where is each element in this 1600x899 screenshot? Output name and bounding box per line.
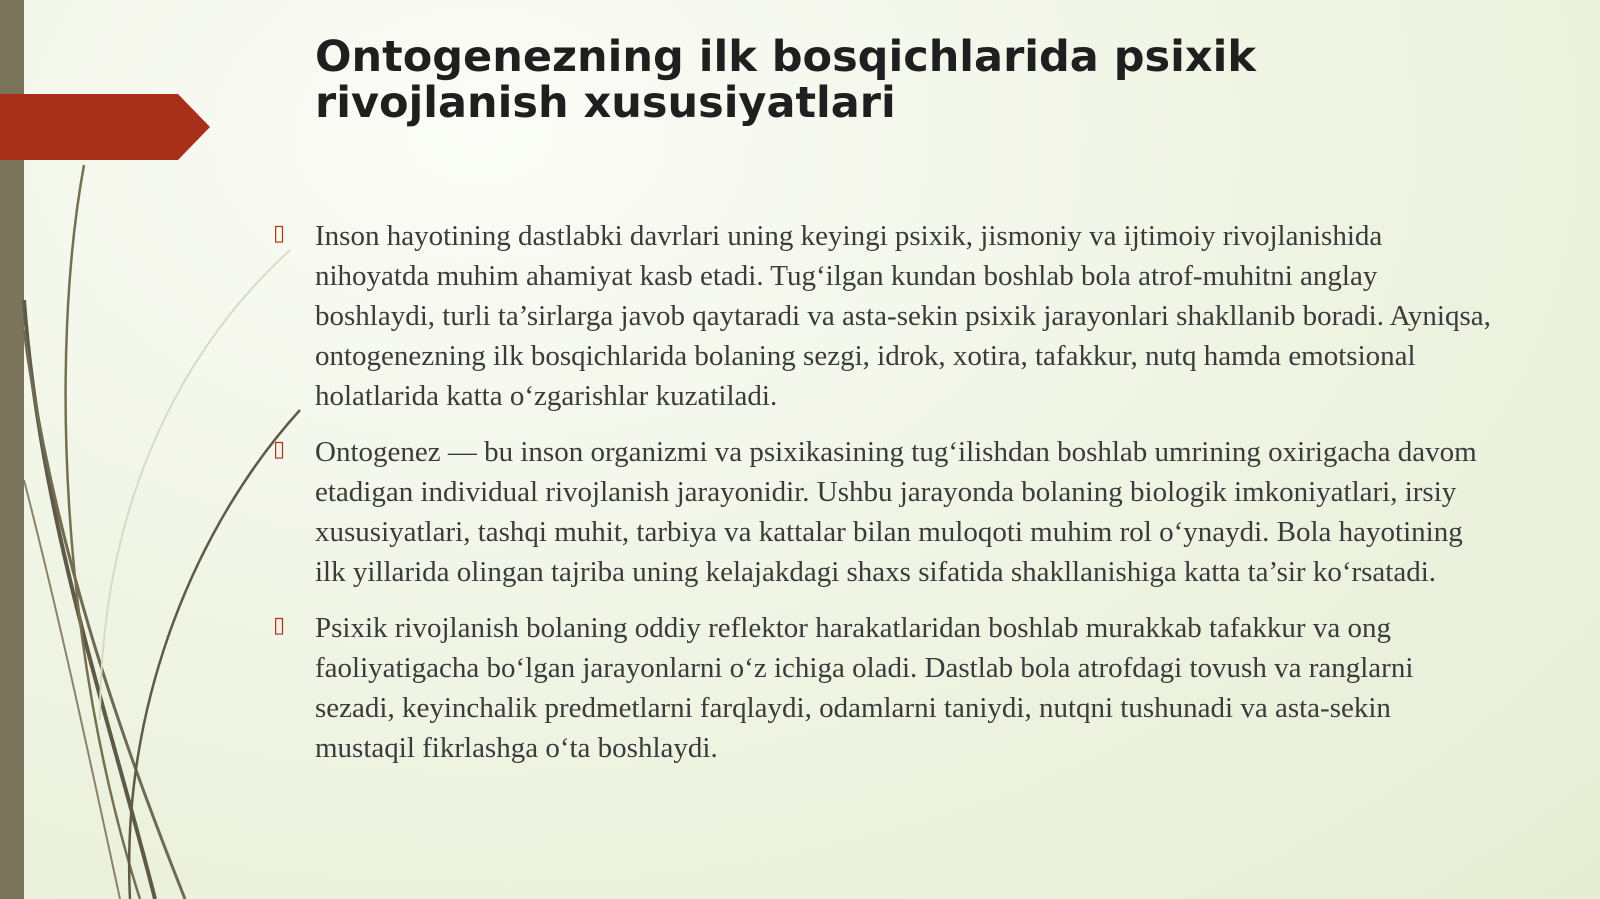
paragraph-text: Psixik rivojlanish bolaning oddiy reflektor harakatlaridan boshlab murakkab tafakkur va ong faoliyatigacha bo‘lgan jarayonlarni o‘z ichiga oladi. Dastlab bola atrofdagi tovush va ranglarni sezadi, keyinchalik predmetlarni farqlaydi, odamlarni taniydi, nutqni tushunadi va asta-sekin mustaqil fikrlashga o‘ta boshlaydi.	[315, 612, 1414, 764]
bullet-item	[273, 432, 1495, 592]
slide-title: Ontogenezning ilk bosqichlarida psixik rivojlanish xususiyatlari	[315, 32, 1256, 128]
paragraph-text: Inson hayotining dastlabki davrlari uning keyingi psixik, jismoniy va ijtimoiy rivojlanishida nihoyatda muhim ahamiyat kasb etadi. Tug‘ilgan kundan boshlab bola atrof-muhitni anglay boshlaydi, turli ta’sirlarga javob qaytaradi va asta-sekin psixik jarayonlari shakllanib boradi. Ayniqsa, ontogenezning ilk bosqichlarida bolaning sezgi, idrok, xotira, tafakkur, nutq hamda emotsional holatlarida katta o‘zgarishlar kuzatiladi.	[315, 220, 1491, 412]
bullet-marker-icon: ▯	[273, 221, 286, 246]
arrow-banner	[0, 94, 210, 160]
bullet-marker-icon: ▯	[273, 437, 286, 462]
bullet-list	[273, 216, 1495, 784]
bullet-item	[273, 608, 1495, 768]
bullet-marker-icon: ▯	[273, 613, 286, 638]
paragraph-text: Ontogenez — bu inson organizmi va psixikasining tug‘ilishdan boshlab umrining oxirigacha davom etadigan individual rivojlanish jarayonidir. Ushbu jarayonda bolaning biologik imkoniyatlari, irsiy xususiyatlari, tashqi muhit, tarbiya va kattalar bilan muloqoti muhim rol o‘ynaydi. Bola hayotining ilk yillarida olingan tajriba uning kelajakdagi shaxs sifatida shakllanishiga katta ta’sir ko‘rsatadi.	[315, 436, 1477, 588]
bullet-item	[273, 216, 1495, 416]
